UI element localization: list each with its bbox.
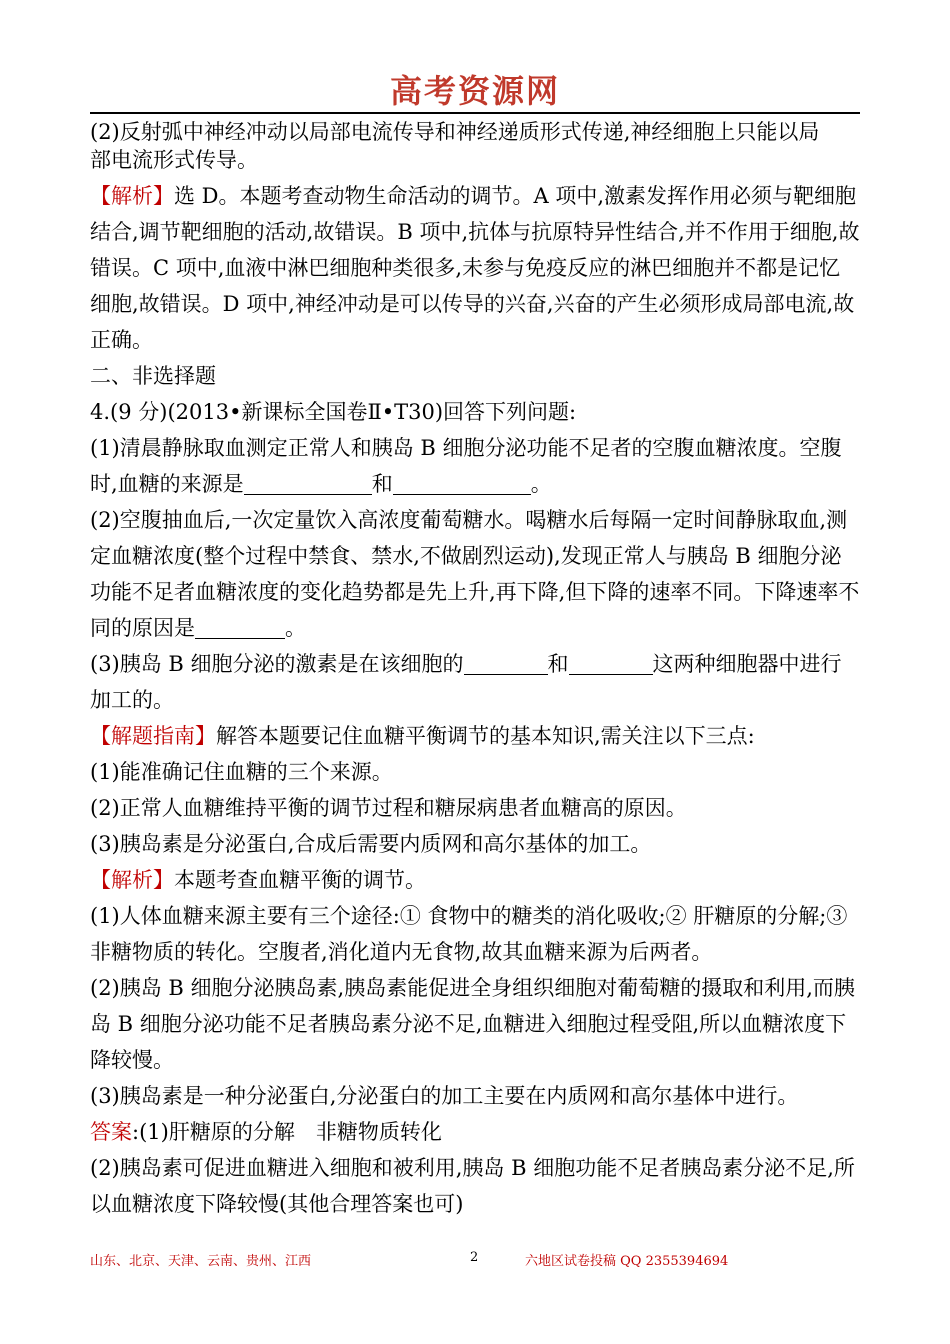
page-footer xyxy=(90,1250,860,1270)
analysis-2: 【解析】本题考查血糖平衡的调节。 xyxy=(90,868,426,892)
guide-label: 【解题指南】 xyxy=(90,724,216,748)
question-title: 4.(9 分)(2013•新课标全国卷Ⅱ•T30)回答下列问题: xyxy=(90,400,577,424)
solution-guide: 【解题指南】解答本题要记住血糖平衡调节的基本知识,需关注以下三点: xyxy=(90,724,755,748)
question-part-2: (2)空腹抽血后,一次定量饮入高浓度葡萄糖水。喝糖水后每隔一定时间静脉取血,测定血糖浓度(整个过程中禁食、禁水,不做剧烈运动),发现正常人与胰岛 B 细胞分泌功能不足者血糖浓度的变化趋势都是先上升,再下降,但下降的速率不同。下降速率不同的原因是 。 xyxy=(90,508,860,640)
answer-blank xyxy=(569,652,653,675)
answer-blank xyxy=(393,472,531,495)
answer-blank xyxy=(464,652,548,675)
guide-point-1: (1)能准确记住血糖的三个来源。 xyxy=(90,760,393,784)
analysis-label: 【解析】 xyxy=(90,184,174,208)
answer-line-1: 答案:(1)肝糖原的分解 非糖物质转化 xyxy=(90,1120,442,1144)
guide-point-2: (2)正常人血糖维持平衡的调节过程和糖尿病患者血糖高的原因。 xyxy=(90,796,687,820)
answer-label: 答案 xyxy=(90,1120,132,1144)
analysis-1 xyxy=(90,178,860,358)
header-logo: 高考资源网 xyxy=(389,72,560,110)
paragraph-option-2: (2)反射弧中神经冲动以局部电流传导和神经递质形式传递,神经细胞上只能以局 部电流形式传导。 xyxy=(90,120,820,172)
answer-line-2: (2)胰岛素可促进血糖进入细胞和被利用,胰岛 B 细胞功能不足者胰岛素分泌不足,所以血糖浓度下降较慢(其他合理答案也可) xyxy=(90,1156,855,1216)
document-body xyxy=(90,118,860,1222)
analysis-point-2: (2)胰岛 B 细胞分泌胰岛素,胰岛素能促进全身组织细胞对葡萄糖的摄取和利用,而胰岛 B 细胞分泌功能不足者胰岛素分泌不足,血糖进入细胞过程受阻,所以血糖浓度下降较慢。 xyxy=(90,976,855,1072)
answer-blank xyxy=(195,616,285,639)
guide-point-3: (3)胰岛素是分泌蛋白,合成后需要内质网和高尔基体的加工。 xyxy=(90,832,652,856)
page-number: 2 xyxy=(470,1250,479,1265)
analysis-point-1: (1)人体血糖来源主要有三个途径:① 食物中的糖类的消化吸收;② 肝糖原的分解;③ 非糖物质的转化。空腹者,消化道内无食物,故其血糖来源为后两者。 xyxy=(90,904,848,964)
section-heading: 二、非选择题 xyxy=(90,364,216,388)
question-part-1: (1)清晨静脉取血测定正常人和胰岛 B 细胞分泌功能不足者的空腹血糖浓度。空腹时,血糖的来源是 和 。 xyxy=(90,436,842,496)
analysis-text: 选 D。本题考查动物生命活动的调节。A 项中,激素发挥作用必须与靶细胞结合,调节靶细胞的活动,故错误。B 项中,抗体与抗原特异性结合,并不作用于细胞,故错误。C 项中,血液中淋巴细胞种类很多,未参与免疫反应的淋巴细胞并不都是记忆细胞,故错误。D 项中,神经冲动是可以传导的兴奋,兴奋的产生必须形成局部电流,故正确。 xyxy=(90,184,860,352)
footer-regions: 山东、北京、天津、云南、贵州、江西 xyxy=(90,1254,312,1269)
footer-contact: 六地区试卷投稿 QQ 2355394694 xyxy=(525,1254,729,1269)
analysis-label: 【解析】 xyxy=(90,868,174,892)
header-divider xyxy=(90,112,860,114)
analysis-point-3: (3)胰岛素是一种分泌蛋白,分泌蛋白的加工主要在内质网和高尔基体中进行。 xyxy=(90,1084,799,1108)
question-part-3: (3)胰岛 B 细胞分泌的激素是在该细胞的 和 这两种细胞器中进行加工的。 xyxy=(90,652,842,712)
answer-blank xyxy=(244,472,372,495)
